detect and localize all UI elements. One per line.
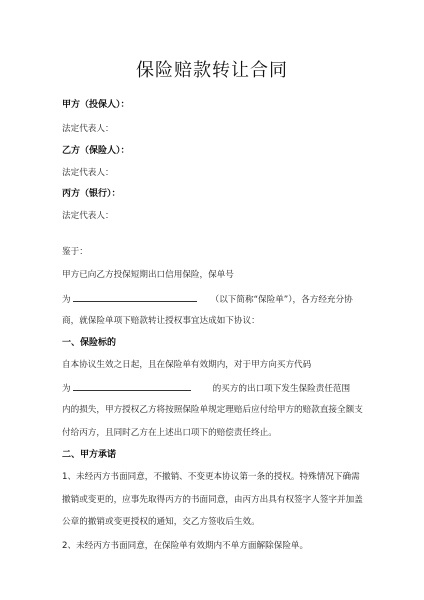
party-a-rep: 法定代表人：: [62, 124, 114, 134]
preamble-line-2: [62, 292, 353, 306]
policy-number-blank: [73, 292, 197, 302]
whereas-label: 鉴于：: [62, 247, 88, 257]
party-c-rep: 法定代表人：: [62, 211, 114, 221]
party-c-label: 丙方（银行）：: [62, 189, 121, 199]
section-1-heading: 一、保险标的: [62, 338, 117, 348]
section-2-item-1-line-1: 1、未经丙方书面同意，不撤销、不变更本协议第一条的授权。特殊情况下确需: [62, 472, 360, 482]
preamble-line-2-prefix: 为: [62, 295, 71, 305]
party-b-label: 乙方（保险人）：: [62, 146, 130, 156]
preamble-line-3: 商，就保险单项下赔款转让授权事宜达成如下协议：: [62, 316, 260, 326]
buyer-code-blank: [73, 381, 191, 391]
section-1-line-1: 自本协议生效之日起，且在保险单有效期内，对于甲方向买方代码: [62, 360, 312, 370]
section-2-item-2-line-1: 2、未经丙方书面同意，在保险单有效期内不单方面解除保险单。: [62, 541, 309, 551]
section-1-line-4: 付给丙方，且同时乙方在上述出口项下的赔偿责任终止。: [62, 428, 277, 438]
section-1-line-3: 内的损失，甲方授权乙方将按照保险单规定理赔后应付给甲方的赔款直接全额支: [62, 405, 363, 415]
section-2-item-1-line-2: 撤销或变更的，应事先取得丙方的书面同意，由丙方出具有权签字人签字并加盖: [62, 495, 363, 505]
preamble-line-1: 甲方已向乙方投保短期出口信用保险，保单号: [62, 270, 234, 280]
document-title: 保险赔款转让合同: [136, 60, 288, 81]
party-b-rep: 法定代表人：: [62, 168, 114, 178]
section-2-item-1-line-3: 公章的撤销或变更授权的通知，交乙方签收后生效。: [62, 517, 260, 527]
section-2-heading: 二、甲方承诺: [62, 450, 117, 460]
section-1-line-2-prefix: 为: [62, 384, 71, 394]
section-1-line-2-suffix: 的买方的出口项下发生保险责任范围: [212, 384, 351, 394]
preamble-line-2-suffix: （以下简称“保险单”），各方经充分协: [210, 295, 353, 305]
section-1-line-2: [62, 381, 350, 395]
party-a-label: 甲方（投保人）：: [62, 100, 130, 110]
